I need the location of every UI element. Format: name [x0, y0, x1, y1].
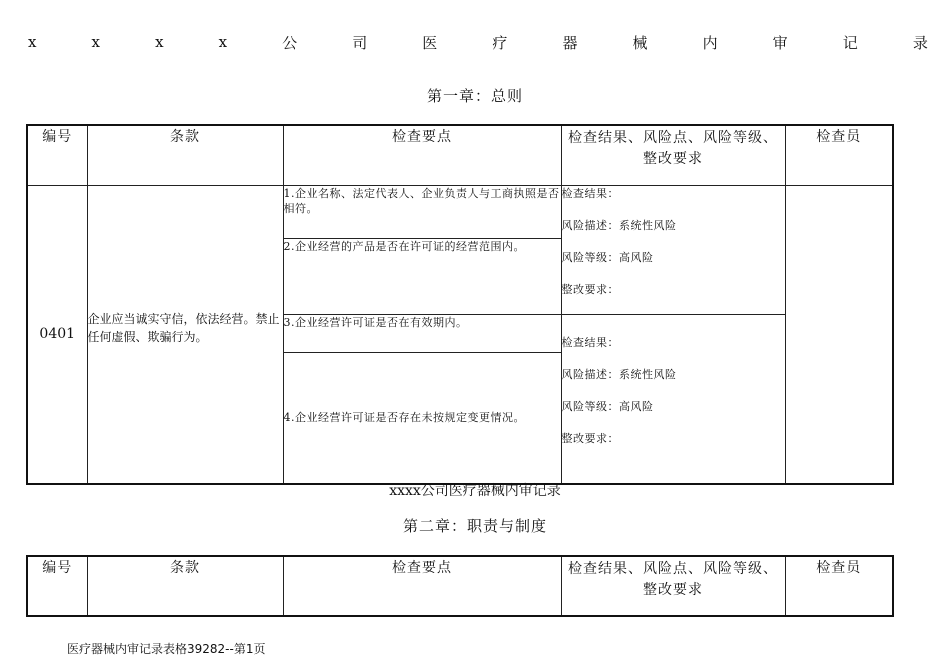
risk-level: 风险等级：高风险 [561, 399, 654, 413]
audit-table-chapter-2 [26, 555, 894, 617]
title-char: x [155, 33, 164, 51]
table-row [27, 185, 893, 238]
result-cell-1 [561, 185, 785, 314]
rectify-requirement: 整改要求： [561, 282, 619, 296]
clause-text: 企业应当诚实守信，依法经营。禁止任何虚假、欺骗行为。 [87, 312, 280, 345]
title-char: 疗 [492, 33, 508, 52]
check-point-4: 4.企业经营许可证是否存在未按规定变更情况。 [283, 352, 561, 484]
title-char: 器 [562, 33, 578, 52]
header-result-line1: 检查结果、风险点、风险等级、 [568, 130, 778, 146]
title-char: 记 [842, 33, 858, 52]
chapter-2-heading: 第二章：职责与制度 [402, 517, 547, 535]
rectify-requirement: 整改要求： [561, 431, 619, 445]
risk-level: 风险等级：高风险 [561, 250, 654, 264]
document-title [28, 30, 928, 54]
title-char: 司 [352, 33, 368, 52]
header-clause: 条款 [87, 556, 283, 616]
row-clause [87, 185, 283, 484]
header-result [561, 125, 785, 185]
row-code: 0401 [27, 185, 87, 484]
header-points: 检查要点 [283, 125, 561, 185]
header-code: 编号 [27, 556, 87, 616]
title-char: 公 [282, 33, 298, 52]
result-label: 检查结果： [561, 335, 619, 349]
header-result-line2: 整改要求 [643, 582, 703, 598]
title-char: x [218, 33, 228, 51]
title-char: x [28, 33, 37, 51]
title-char: 医 [422, 33, 438, 52]
header-result-line2: 整改要求 [643, 151, 703, 167]
header-points: 检查要点 [283, 556, 561, 616]
check-point-2: 2.企业经营的产品是否在许可证的经营范围内。 [283, 238, 561, 314]
inspector-cell [785, 185, 893, 484]
result-label: 检查结果： [561, 186, 619, 200]
check-point-1: 1.企业名称、法定代表人、企业负责人与工商执照是否相符。 [283, 185, 561, 238]
title-char: 内 [702, 33, 718, 52]
risk-description: 风险描述：系统性风险 [561, 218, 677, 232]
risk-description: 风险描述：系统性风险 [561, 367, 677, 381]
result-cell-2 [561, 314, 785, 484]
check-point-3: 3.企业经营许可证是否在有效期内。 [283, 314, 561, 352]
audit-table-chapter-1 [26, 124, 894, 485]
header-result-line1: 检查结果、风险点、风险等级、 [568, 561, 778, 577]
title-char: 审 [772, 33, 788, 52]
header-code: 编号 [27, 125, 87, 185]
title-char: x [91, 33, 100, 51]
table-header-row [27, 556, 893, 616]
title-char: 录 [912, 33, 928, 52]
header-result [561, 556, 785, 616]
page-footer: 医疗器械内审记录表格39282--第1页 [67, 642, 266, 656]
header-inspector: 检查员 [785, 556, 893, 616]
chapter-1-heading: 第一章：总则 [426, 87, 523, 105]
header-inspector: 检查员 [785, 125, 893, 185]
document-title-repeat: xxxx公司医疗器械内审记录 [389, 483, 561, 499]
title-char: 械 [632, 33, 648, 52]
table-header-row [27, 125, 893, 185]
header-clause: 条款 [87, 125, 283, 185]
